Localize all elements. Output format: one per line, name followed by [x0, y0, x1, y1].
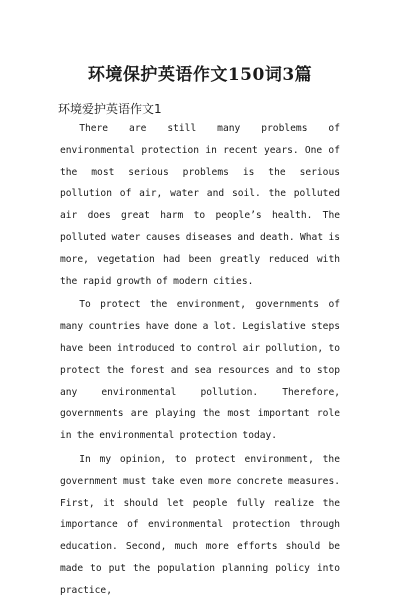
paragraph: There are still many problems of environmental protection in recent years. One of the most serious problems is the serious pollution of air, water and soil. the polluted air does great harm to people’s health. The polluted water causes diseases and death. What is more, vegetation had been greatly reduced with the rapid growth of modern cities. [60, 123, 340, 287]
paragraph: To protect the environment, governments of many countries have done a lot. Legislative steps have been introduced to control air pollution, to protect the forest and sea resources and to stop any environmental pollution. Therefore, governments are playing the most important role in the environmental protection today. [60, 299, 340, 442]
paragraph: In my opinion, to protect environment, the government must take even more concrete measures. First, it should let people fully realize the importance of environmental protection through education. Second, much more efforts should be made to put the population planning policy into practice, [60, 453, 340, 596]
document-title: 环境保护英语作文150词3篇 [87, 65, 313, 85]
document-body [60, 118, 340, 604]
section-heading: 环境爱护英语作文1 [58, 102, 162, 116]
